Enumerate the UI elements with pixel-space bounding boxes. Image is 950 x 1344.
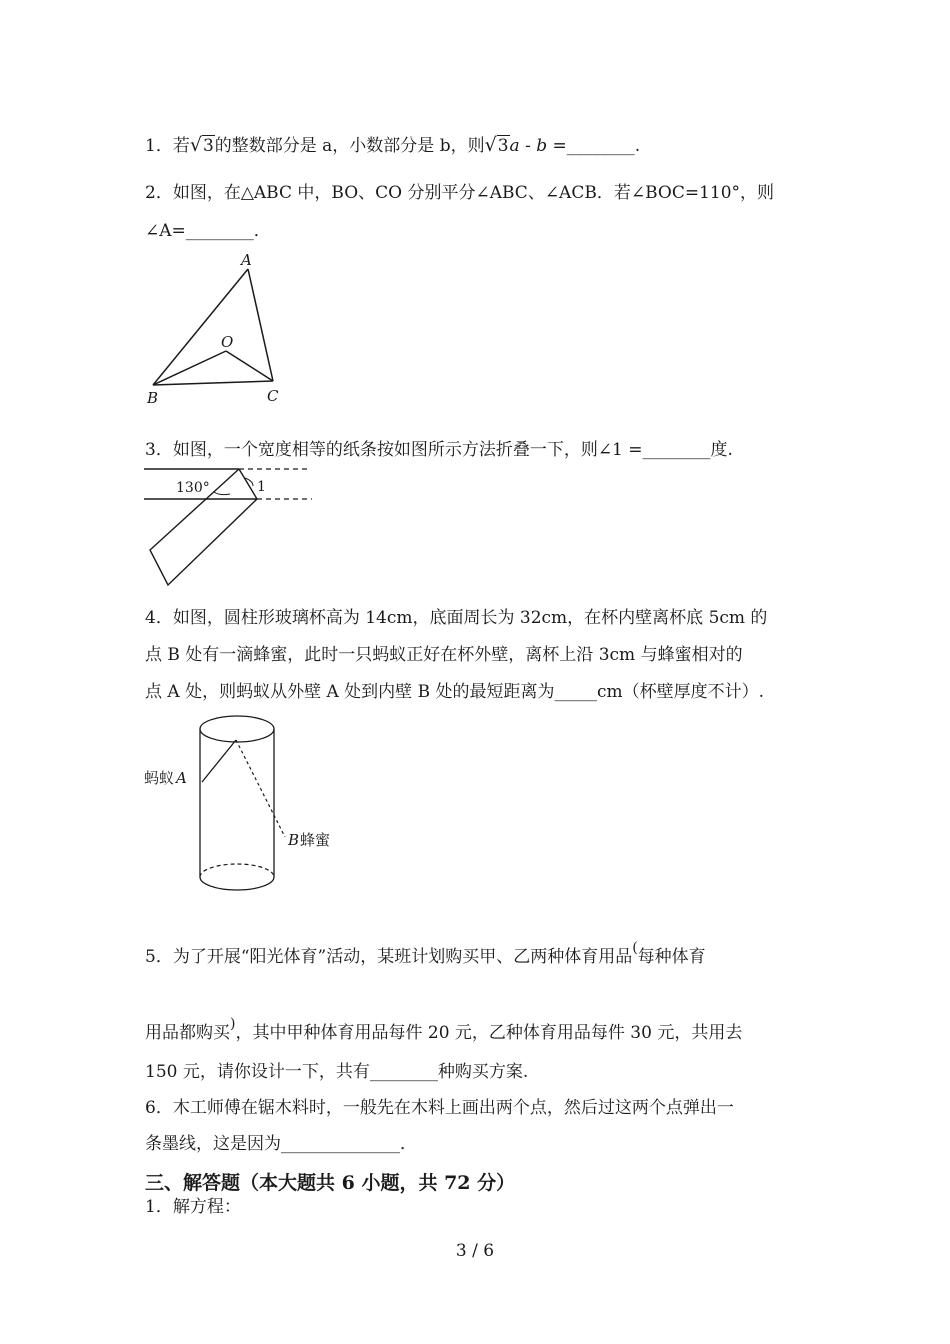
q1-expression: a - b = (509, 136, 567, 156)
q5-text-d: ，其中甲种体育用品每件 20 元，乙种体育用品每件 30 元，共用去 (235, 1023, 743, 1043)
q5-line3: 150 元，请你设计一下，共有________种购买方案. (145, 1062, 529, 1082)
folded-strip-figure (140, 464, 320, 590)
label-B: B (147, 389, 159, 407)
q2-line2: ∠A=________． (145, 221, 271, 241)
q2-line1: 2．如图，在△ABC 中，BO、CO 分别平分∠ABC、∠ACB．若∠BOC=110°，则 (145, 183, 775, 203)
q1-number: 1． (145, 136, 173, 156)
q5-line1 (145, 936, 706, 969)
label-1: 1 (257, 479, 266, 495)
cylinder-bottom-back (200, 864, 274, 877)
q6-line2: 条墨线，这是因为______________． (145, 1134, 417, 1154)
path-A-to-rim (202, 740, 236, 782)
label-ant: 蚂蚁 (144, 769, 175, 787)
q5-text-b: 每种体育 (637, 947, 706, 967)
page-number: 3 / 6 (455, 1241, 495, 1261)
q4-line3: 点 A 处，则蚂蚁从外壁 A 处到内壁 B 处的最短距离为_____cm（杯壁厚度不计）. (145, 682, 765, 702)
side-AB (153, 269, 248, 385)
side-AC (248, 269, 273, 381)
label-C: C (267, 387, 279, 405)
triangle-figure (140, 248, 300, 410)
q4-line2: 点 B 处有一滴蜂蜜，此时一只蚂蚁正好在杯外壁，离杯上沿 3cm 与蜂蜜相对的 (145, 645, 743, 665)
q1-end: . (634, 136, 641, 156)
sqrt-3-a: √3 (189, 134, 214, 156)
sqrt-3-b: √3 (484, 134, 509, 156)
q3-line1: 3．如图，一个宽度相等的纸条按如图所示方法折叠一下，则∠1 =________度. (145, 440, 733, 460)
label-honey: 蜂蜜 (300, 831, 331, 849)
angle-130-arc (214, 492, 230, 495)
segment-CO (226, 351, 273, 381)
q1-text (145, 133, 640, 158)
label-O: O (221, 333, 234, 351)
label-130: 130° (176, 480, 210, 496)
label-B: B (288, 831, 300, 849)
q6-line1: 6．木工师傅在锯木料时，一般先在木料上画出两个点，然后过这两个点弹出一 (145, 1098, 734, 1118)
sqrt-arg: 3 (202, 136, 214, 156)
q1-text-part1: 若 (172, 136, 190, 156)
q1-blank: ________ (566, 136, 635, 156)
q5-text-c: 用品都购买 (145, 1023, 230, 1043)
label-A: A (241, 251, 252, 269)
sqrt-arg2: 3 (497, 136, 509, 156)
path-rim-to-B (236, 740, 285, 837)
q4-line1: 4．如图，圆柱形玻璃杯高为 14cm，底面周长为 32cm，在杯内壁离杯底 5cm 的 (145, 608, 768, 628)
q5-paren-close: ) (230, 1016, 236, 1032)
segment-BO (153, 351, 226, 385)
cylinder-bottom-front (200, 877, 274, 890)
label-A: A (176, 769, 187, 787)
q1-text-part2: 的整数部分是 a，小数部分是 b，则 (214, 136, 485, 156)
cylinder-top (200, 716, 274, 742)
section-heading: 三、解答题（本大题共 6 小题，共 72 分） (145, 1172, 516, 1194)
cylinder-figure (140, 712, 350, 896)
s1-line1: 1．解方程： (145, 1197, 241, 1217)
side-BC (153, 381, 273, 385)
q5-paren-open: ( (632, 940, 638, 956)
q5-line2 (145, 1012, 742, 1045)
q5-text-a: 5．为了开展“阳光体育”活动，某班计划购买甲、乙两种体育用品 (145, 947, 633, 967)
